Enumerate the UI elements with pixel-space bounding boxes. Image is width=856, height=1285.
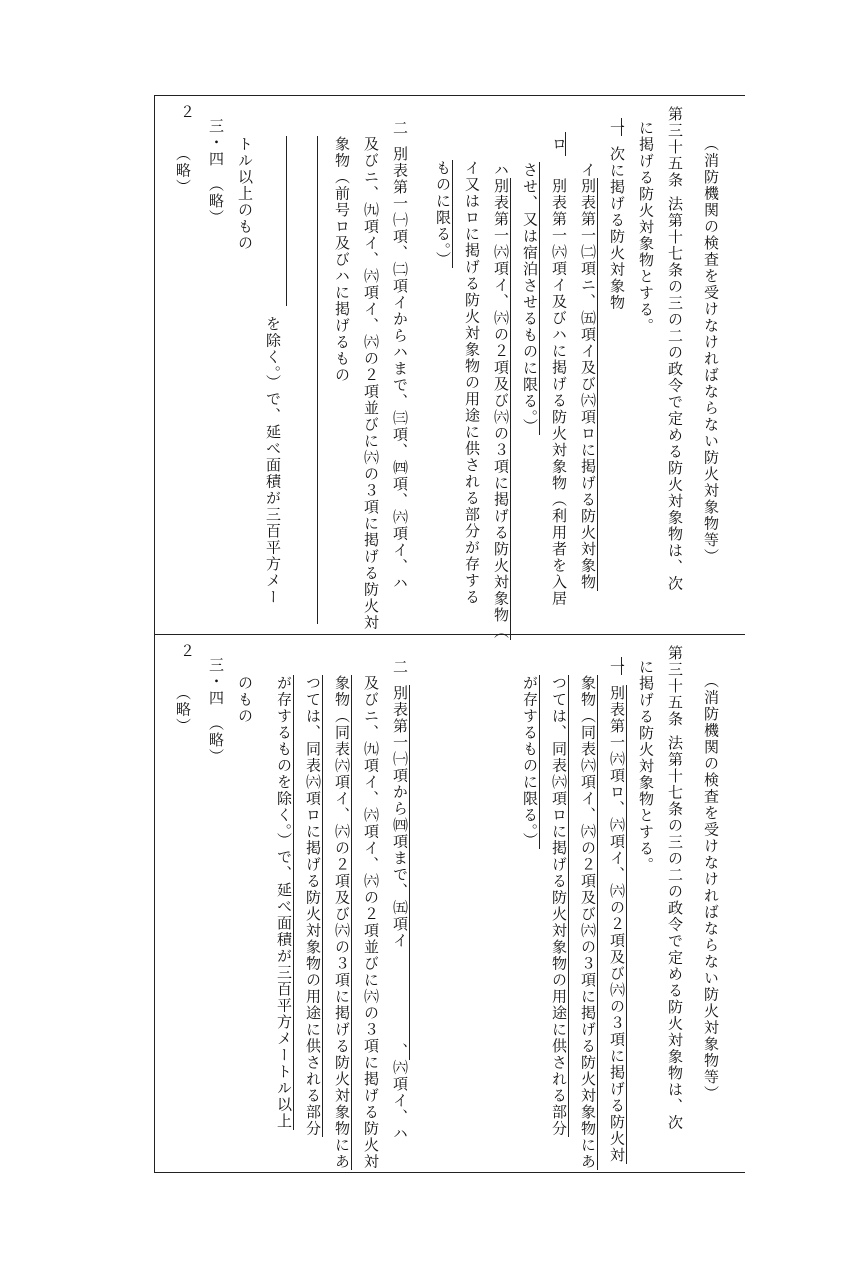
top-article-text: 法第十七条の三の二の政令で定める防火対象物は、次 <box>666 196 684 592</box>
top-item1-mark <box>621 118 622 136</box>
bottom-item2-cont4: が存するものを除く。）で、延べ面積が三百平方メートル以上 <box>275 675 293 1130</box>
bottom-item1-mark <box>621 657 622 675</box>
bottom-item34: 三・四 （略） <box>207 657 225 765</box>
top-sub-ha-cont1: イ又はロに掲げる防火対象物の用途に供される部分が存する <box>463 160 481 606</box>
top-item2-cont2: 象物（前号ロ及びハに掲げるもの <box>333 136 351 384</box>
bottom-para2-text: （略） <box>174 685 192 735</box>
top-item2-cont4: トル以上のもの <box>236 136 254 252</box>
bottom-item1-cont2: つては、同表㈥項ロに掲げる防火対象物の用途に供される部分 <box>550 675 568 1137</box>
document-frame <box>154 95 745 1173</box>
top-item2-rule <box>317 136 318 624</box>
top-item1-no: 一 <box>608 120 626 137</box>
bottom-item2-cont2: 象物（同表㈥項イ、㈥の２項及び㈥の３項に掲げる防火対象物にあ <box>333 675 351 1170</box>
bottom-article-heading: 第三十五条 <box>666 645 684 728</box>
top-item2-cont1: 及びニ、㈨項イ、㈥項イ、㈥の２項並びに㈥の３項に掲げる防火対 <box>362 136 380 631</box>
top-item2-no: 二 <box>391 120 409 137</box>
bottom-item1-cont3: が存するものに限る。） <box>521 675 539 849</box>
bottom-para2-no: ２ <box>178 643 196 660</box>
top-para2-no: ２ <box>178 104 196 121</box>
bottom-item2-cont3: つては、同表㈥項ロに掲げる防火対象物の用途に供される部分 <box>304 675 322 1137</box>
bottom-item2-cont5: のもの <box>236 675 254 725</box>
top-article-heading: 第三十五条 <box>666 106 684 189</box>
top-article-cont: に掲げる防火対象物とする。 <box>637 120 655 335</box>
bottom-item1-no: 一 <box>608 659 626 676</box>
bottom-item2-gap-rule <box>409 835 410 1060</box>
top-item1-text: 次に掲げる防火対象物 <box>608 146 626 311</box>
top-sub-i-label: イ <box>579 162 597 179</box>
bottom-item1-text: 別表第一㈥項ロ、㈥項イ、㈥の２項及び㈥の３項に掲げる防火対 <box>608 685 626 1164</box>
top-item34: 三・四 （略） <box>207 118 225 226</box>
top-sub-i-text: 別表第一㈡項ニ、㈤項イ及び㈥項ロに掲げる防火対象物 <box>579 178 597 591</box>
bottom-item2-text-a: 別表第一㈠項から㈣項まで、㈤項イ <box>391 685 409 949</box>
bottom-item1-cont1: 象物（同表㈥項イ、㈥の２項及び㈥の３項に掲げる防火対象物にあ <box>579 675 597 1170</box>
top-item2-gap-rule <box>286 136 287 306</box>
bottom-article-cont: に掲げる防火対象物とする。 <box>637 659 655 874</box>
bottom-item2-text-b: 、㈥項イ、ハ <box>391 1043 409 1142</box>
top-sub-ha-label: ハ <box>492 162 510 179</box>
top-sub-ha-cont2: ものに限る。） <box>434 160 452 268</box>
top-panel <box>155 96 745 640</box>
top-sub-ha-text: 別表第一㈥項イ、㈥の２項及び㈥の３項に掲げる防火対象物（ <box>492 178 510 640</box>
top-para2-text: （略） <box>174 146 192 196</box>
top-sub-ro-mark <box>565 132 566 156</box>
bottom-item2-cont1: 及びニ、㈨項イ、㈥項イ、㈥の２項並びに㈥の３項に掲げる防火対 <box>362 675 380 1170</box>
bottom-item2-no: 二 <box>391 659 409 676</box>
bottom-article-text: 法第十七条の三の二の政令で定める防火対象物は、次 <box>666 735 684 1131</box>
top-item2-text: 別表第一㈠項、㈡項イからハまで、㈢項、㈣項、㈥項イ、ハ <box>391 146 409 592</box>
top-sub-ro-label: ロ <box>550 136 568 153</box>
top-sub-ro-cont: させ、又は宿泊させるものに限る。） <box>521 162 539 435</box>
bottom-panel <box>155 635 745 1173</box>
top-item2-cont3: を除く。）で、延べ面積が三百平方メー <box>264 316 282 606</box>
bottom-caption: （消防機関の検査を受けなければならない防火対象物等） <box>702 673 720 1102</box>
top-caption: （消防機関の検査を受けなければならない防火対象物等） <box>702 136 720 565</box>
top-sub-ro-text: 別表第一㈥項イ及びハに掲げる防火対象物（利用者を入居 <box>550 178 568 607</box>
